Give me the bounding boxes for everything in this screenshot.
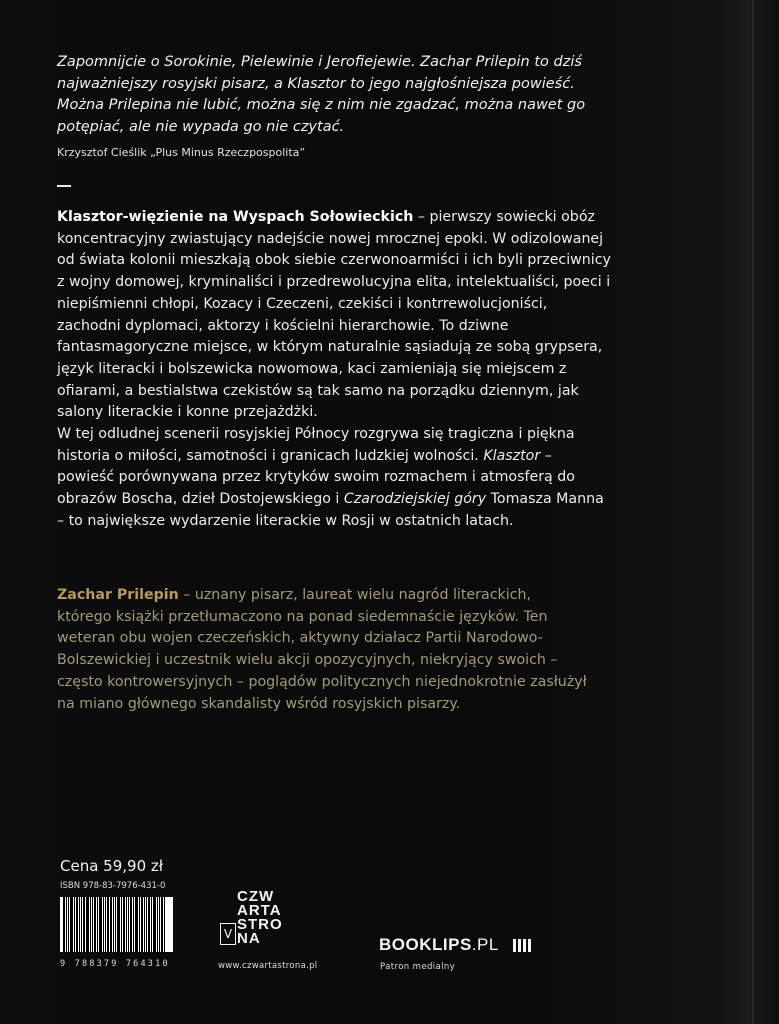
book-description bbox=[57, 207, 612, 533]
media-partner-bars-icon bbox=[513, 939, 533, 952]
media-partner-logo: BOOKLIPS.PL bbox=[379, 935, 499, 954]
description-paragraph-1: Klasztor-więzienie na Wyspach Sołowieckich – pierwszy sowiecki obóz koncentracyjny zwiastujący nadejście nowej mrocznej epoki. W odizolowanej od świata kolonii mieszkają obok siebie czerwonoarmiści i ich byli przeciwnicy z wojny domowej, kryminaliści i przedrewolucyjna elita, intelektualiści, poeci i niepiśmienni chłopi, Kozacy i Czeczeni, czekiści i kontrrewolucjoniści, zachodni dyplomaci, aktorzy i kościelni hierarchowie. To dziwne fantasmagoryczne miejsce, w którym naturalnie sąsiadują ze sobą grypsera, język literacki i bolszewicka nowomowa, kaci zamieniają się miejscem z ofiarami, a bestialstwa czekistów są tak samo na porządku dziennym, jak salony literackie i konne przejażdżki. bbox=[57, 209, 611, 421]
media-partner-label: Patron medialny bbox=[380, 962, 456, 972]
author-bio: Zachar Prilepin – uznany pisarz, laureat wielu nagród literackich, którego książki przetłumaczono na ponad siedemnaście języków. Ten weteran obu wojen czeczeńskich, aktywny działacz Partii Narodowo-Bolszewickiej i uczestnik wielu akcji opozycyjnych, niekryjący swoich – często kontrowersyjnych – poglądów politycznych niejednokrotnie zasłużył na miano głównego skandalisty wśród rosyjskich pisarzy. bbox=[57, 587, 587, 712]
publisher-logo: CZW ARTA STRO NA V bbox=[220, 890, 330, 955]
publisher-mark-icon: V bbox=[220, 923, 236, 945]
blurb-quote: Zapomnijcie o Sorokinie, Pielewinie i Jerofiejewie. Zachar Prilepin to dziś najważniejszy rosyjski pisarz, a Klasztor to jego najgłośniejsza powieść. Można Prilepina nie lubić, można się z nim nie zgadzać, można nawet go potępiać, ale nie wypada go nie czytać. bbox=[57, 54, 586, 135]
description-paragraph-2: W tej odludnej scenerii rosyjskiej Północy rozgrywa się tragiczna i piękna historia o miłości, samotności i granicach ludzkiej wolności. Klasztor – powieść porównywana przez krytyków swoim rozmachem i atmosferą do obrazów Boscha, dzieł Dostojewskiego i Czarodziejskiej góry Tomasza Manna – to największe wydarzenie literackie w Rosji w ostatnich latach. bbox=[57, 426, 604, 529]
description-title: Klasztor-więzienie na Wyspach Sołowieckich bbox=[57, 209, 414, 225]
spine-edge bbox=[752, 0, 754, 1024]
publisher-url: www.czwartastrona.pl bbox=[218, 961, 318, 971]
isbn-label: ISBN 978-83-7976-431-0 bbox=[60, 881, 166, 891]
author-name: Zachar Prilepin bbox=[57, 587, 179, 603]
barcode-number: 9 788379 764310 bbox=[60, 959, 170, 969]
blurb-source: Krzysztof Cieślik „Plus Minus Rzeczpospolita” bbox=[57, 146, 306, 159]
divider-dash bbox=[57, 185, 71, 187]
barcode bbox=[60, 897, 173, 952]
price-label: Cena 59,90 zł bbox=[60, 857, 164, 875]
